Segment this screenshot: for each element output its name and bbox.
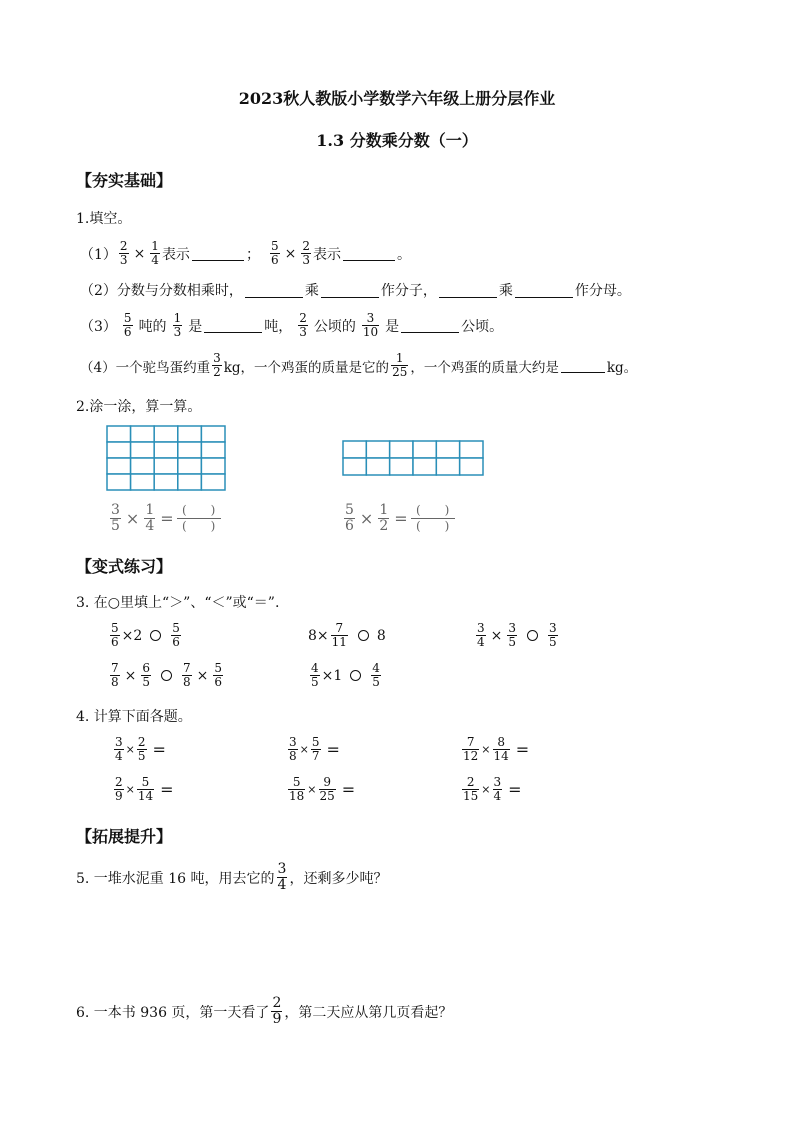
fraction: $\frac{5}{7}$ xyxy=(311,735,320,763)
compare-circle[interactable] xyxy=(350,670,361,681)
text: 6. 一本书 936 页，第一天看了 xyxy=(76,1004,270,1021)
text: 作分母。 xyxy=(574,283,631,299)
grid-cell[interactable] xyxy=(343,441,366,458)
shading-grid-2x6[interactable] xyxy=(342,440,484,476)
question-4-heading: 4. 计算下面各题。 xyxy=(76,709,192,725)
calc-item[interactable] xyxy=(286,776,355,803)
fraction: $\frac{3}{5}$ xyxy=(508,621,517,649)
text: 公顷。 xyxy=(461,318,504,335)
text: ×2 xyxy=(121,627,143,644)
question-3-heading: 3. 在○里填上“＞”、“＜”或“＝”. xyxy=(76,595,280,611)
fraction: $\frac{6}{5}$ xyxy=(142,661,151,689)
fraction: $\frac{3}{4}$ xyxy=(477,621,485,649)
equals-sign: = xyxy=(326,740,340,759)
fraction: $\frac{5}{6}$ xyxy=(345,502,354,534)
grid-cell[interactable] xyxy=(390,441,413,458)
fraction: $\frac{5}{18}$ xyxy=(289,775,305,803)
grid-cell[interactable] xyxy=(178,426,202,442)
grid-cell[interactable] xyxy=(107,426,131,442)
compare-item xyxy=(308,622,386,649)
fraction: $\frac{3}{10}$ xyxy=(362,311,379,339)
equals-sign: = xyxy=(394,509,408,528)
answer-blank[interactable] xyxy=(245,283,303,298)
compare-circle[interactable] xyxy=(527,630,538,641)
fraction: $\frac{3}{5}$ xyxy=(549,621,557,649)
calc-item[interactable] xyxy=(460,736,529,763)
question-1-heading: 1.填空。 xyxy=(76,211,132,227)
times-sign: × xyxy=(284,245,297,262)
compare-item xyxy=(108,662,225,689)
answer-blank[interactable] xyxy=(204,318,262,333)
times-sign: × xyxy=(307,783,317,796)
grid-cell[interactable] xyxy=(366,441,389,458)
times-sign: × xyxy=(124,667,137,684)
fraction: $\frac{7}{8}$ xyxy=(183,661,191,689)
grid-cell[interactable] xyxy=(154,426,178,442)
text: 8 xyxy=(376,627,386,644)
grid-2-equation xyxy=(342,503,455,534)
fraction: $\frac{2}{9}$ xyxy=(272,995,282,1027)
grid-cell[interactable] xyxy=(154,458,178,474)
calc-item[interactable] xyxy=(460,776,522,803)
grid-1-equation xyxy=(108,503,221,534)
fraction: $\frac{1}{3}$ xyxy=(173,311,182,339)
text: 吨的 xyxy=(138,318,167,335)
fraction: $\frac{4}{5}$ xyxy=(311,661,319,689)
text: 一个驼鸟蛋约重 xyxy=(115,359,211,376)
fraction: $\frac{2}{3}$ xyxy=(299,311,307,339)
section-heading-extension: 【拓展提升】 xyxy=(76,827,173,846)
times-sign: × xyxy=(125,783,135,796)
grid-cell[interactable] xyxy=(107,442,131,458)
grid-cell[interactable] xyxy=(131,458,155,474)
answer-blank[interactable] xyxy=(343,246,395,261)
part-label: （1） xyxy=(80,246,117,263)
equals-sign: = xyxy=(341,780,356,799)
question-1-part-3 xyxy=(80,312,503,339)
fraction: $\frac{5}{6}$ xyxy=(111,621,119,649)
grid-cell[interactable] xyxy=(343,458,366,475)
text: ×1 xyxy=(321,667,343,684)
fraction: $\frac{5}{6}$ xyxy=(172,621,180,649)
grid-cell[interactable] xyxy=(201,426,225,442)
question-1-part-4 xyxy=(80,352,637,379)
grid-cell[interactable] xyxy=(413,458,436,475)
text: ； xyxy=(245,246,260,263)
grid-cell[interactable] xyxy=(201,458,225,474)
grid-cell[interactable] xyxy=(201,442,225,458)
fraction: $\frac{9}{25}$ xyxy=(319,775,335,803)
fraction: $\frac{3}{4}$ xyxy=(277,861,287,893)
fraction: $\frac{7}{12}$ xyxy=(463,735,479,763)
grid-cell[interactable] xyxy=(413,441,436,458)
grid-cell[interactable] xyxy=(201,474,225,490)
grid-cell[interactable] xyxy=(107,474,131,490)
question-1-part-1 xyxy=(80,240,411,267)
answer-blank[interactable] xyxy=(321,283,379,298)
equals-sign: = xyxy=(515,740,530,759)
text: kg。 xyxy=(606,359,638,376)
answer-blank[interactable] xyxy=(401,318,459,333)
grid-cell[interactable] xyxy=(107,458,131,474)
fraction: $\frac{5}{6}$ xyxy=(214,661,223,689)
answer-fraction-blank[interactable]: $\frac{( )}{( )}$ xyxy=(411,503,455,534)
question-1-part-2 xyxy=(80,280,631,300)
fraction: $\frac{2}{9}$ xyxy=(115,775,123,803)
text: 乘 xyxy=(498,283,513,299)
calc-item[interactable] xyxy=(112,776,174,803)
fraction: $\frac{5}{6}$ xyxy=(270,239,279,267)
text: kg，一个鸡蛋的质量是它的 xyxy=(223,359,390,376)
equals-sign: = xyxy=(160,780,174,799)
times-sign: × xyxy=(133,245,146,262)
answer-blank[interactable] xyxy=(515,283,573,298)
compare-item xyxy=(308,662,383,689)
text: 作分子， xyxy=(380,283,437,299)
page-subtitle: 1.3 分数乘分数（一） xyxy=(316,131,478,150)
text: ，还剩多少吨？ xyxy=(289,870,388,887)
answer-fraction-blank[interactable]: $\frac{( )}{( )}$ xyxy=(177,503,221,534)
fraction: $\frac{1}{4}$ xyxy=(151,239,159,267)
grid-cell[interactable] xyxy=(460,458,483,475)
equals-sign: = xyxy=(508,780,522,799)
grid-cell[interactable] xyxy=(131,426,155,442)
grid-cell[interactable] xyxy=(436,458,459,475)
grid-cell[interactable] xyxy=(178,458,202,474)
fraction: $\frac{3}{4}$ xyxy=(493,775,502,803)
calc-item[interactable] xyxy=(112,736,166,763)
text: ，第二天应从第几页看起？ xyxy=(284,1004,453,1021)
fraction: $\frac{2}{5}$ xyxy=(137,735,146,763)
times-sign: × xyxy=(481,743,491,756)
text: 8× xyxy=(308,627,329,644)
fraction: $\frac{4}{5}$ xyxy=(372,661,380,689)
grid-cell[interactable] xyxy=(154,442,178,458)
grid-cell[interactable] xyxy=(154,474,178,490)
calc-item[interactable] xyxy=(286,736,340,763)
fraction: $\frac{2}{15}$ xyxy=(463,775,479,803)
times-sign: × xyxy=(481,783,491,796)
text: 公顷的 xyxy=(313,318,356,335)
fraction: $\frac{1}{4}$ xyxy=(145,502,155,534)
fraction: $\frac{5}{6}$ xyxy=(123,311,132,339)
fraction: $\frac{3}{8}$ xyxy=(289,735,297,763)
text: 。 xyxy=(396,246,411,263)
question-5 xyxy=(76,862,387,893)
text: 分数与分数相乘时， xyxy=(116,283,243,299)
grid-cell[interactable] xyxy=(460,441,483,458)
times-sign: × xyxy=(490,627,503,644)
fraction: $\frac{8}{14}$ xyxy=(493,735,509,763)
fraction: $\frac{7}{11}$ xyxy=(331,621,347,649)
section-heading-variations: 【变式练习】 xyxy=(76,557,173,576)
fraction: $\frac{3}{4}$ xyxy=(115,735,123,763)
times-sign: × xyxy=(359,509,374,528)
fraction: $\frac{2}{3}$ xyxy=(119,239,128,267)
question-2-heading: 2.涂一涂，算一算。 xyxy=(76,399,202,415)
part-label: （3） xyxy=(80,318,117,335)
shading-grid-4x5[interactable] xyxy=(106,425,226,491)
times-sign: × xyxy=(125,743,135,756)
grid-cell[interactable] xyxy=(366,458,389,475)
text: 表示 xyxy=(161,246,190,263)
text: ，一个鸡蛋的质量大约是 xyxy=(410,359,559,376)
equals-sign: = xyxy=(160,509,174,528)
fraction: $\frac{7}{8}$ xyxy=(111,661,119,689)
text: 是 xyxy=(188,318,203,335)
grid-cell[interactable] xyxy=(390,458,413,475)
answer-blank[interactable] xyxy=(561,358,605,373)
text: 5. 一堆水泥重 16 吨，用去它的 xyxy=(76,870,275,887)
question-6 xyxy=(76,996,452,1027)
text: 表示 xyxy=(312,246,341,263)
fraction: $\frac{1}{2}$ xyxy=(379,502,389,534)
grid-cell[interactable] xyxy=(131,474,155,490)
times-sign: × xyxy=(125,509,140,528)
equals-sign: = xyxy=(152,740,166,759)
grid-cell[interactable] xyxy=(436,441,459,458)
times-sign: × xyxy=(196,667,209,684)
compare-item xyxy=(108,622,183,649)
compare-circle[interactable] xyxy=(161,670,172,681)
part-label: （2） xyxy=(80,283,117,299)
page-title: 2023秋人教版小学数学六年级上册分层作业 xyxy=(238,89,556,108)
grid-cell[interactable] xyxy=(131,442,155,458)
grid-cell[interactable] xyxy=(178,442,202,458)
times-sign: × xyxy=(299,743,309,756)
fraction: $\frac{1}{25}$ xyxy=(392,351,408,379)
text: 乘 xyxy=(304,283,319,299)
answer-blank[interactable] xyxy=(439,283,497,298)
compare-circle[interactable] xyxy=(358,630,369,641)
text: 吨， xyxy=(264,318,293,335)
compare-item xyxy=(474,622,560,649)
answer-blank[interactable] xyxy=(192,246,244,261)
fraction: $\frac{5}{14}$ xyxy=(137,775,154,803)
section-heading-basics: 【夯实基础】 xyxy=(76,171,173,190)
fraction: $\frac{3}{5}$ xyxy=(111,502,120,534)
grid-cell[interactable] xyxy=(178,474,202,490)
part-label: （4） xyxy=(80,359,116,376)
fraction: $\frac{2}{3}$ xyxy=(302,239,310,267)
compare-circle[interactable] xyxy=(150,630,161,641)
text: 是 xyxy=(385,318,400,335)
fraction: $\frac{3}{2}$ xyxy=(213,351,221,379)
